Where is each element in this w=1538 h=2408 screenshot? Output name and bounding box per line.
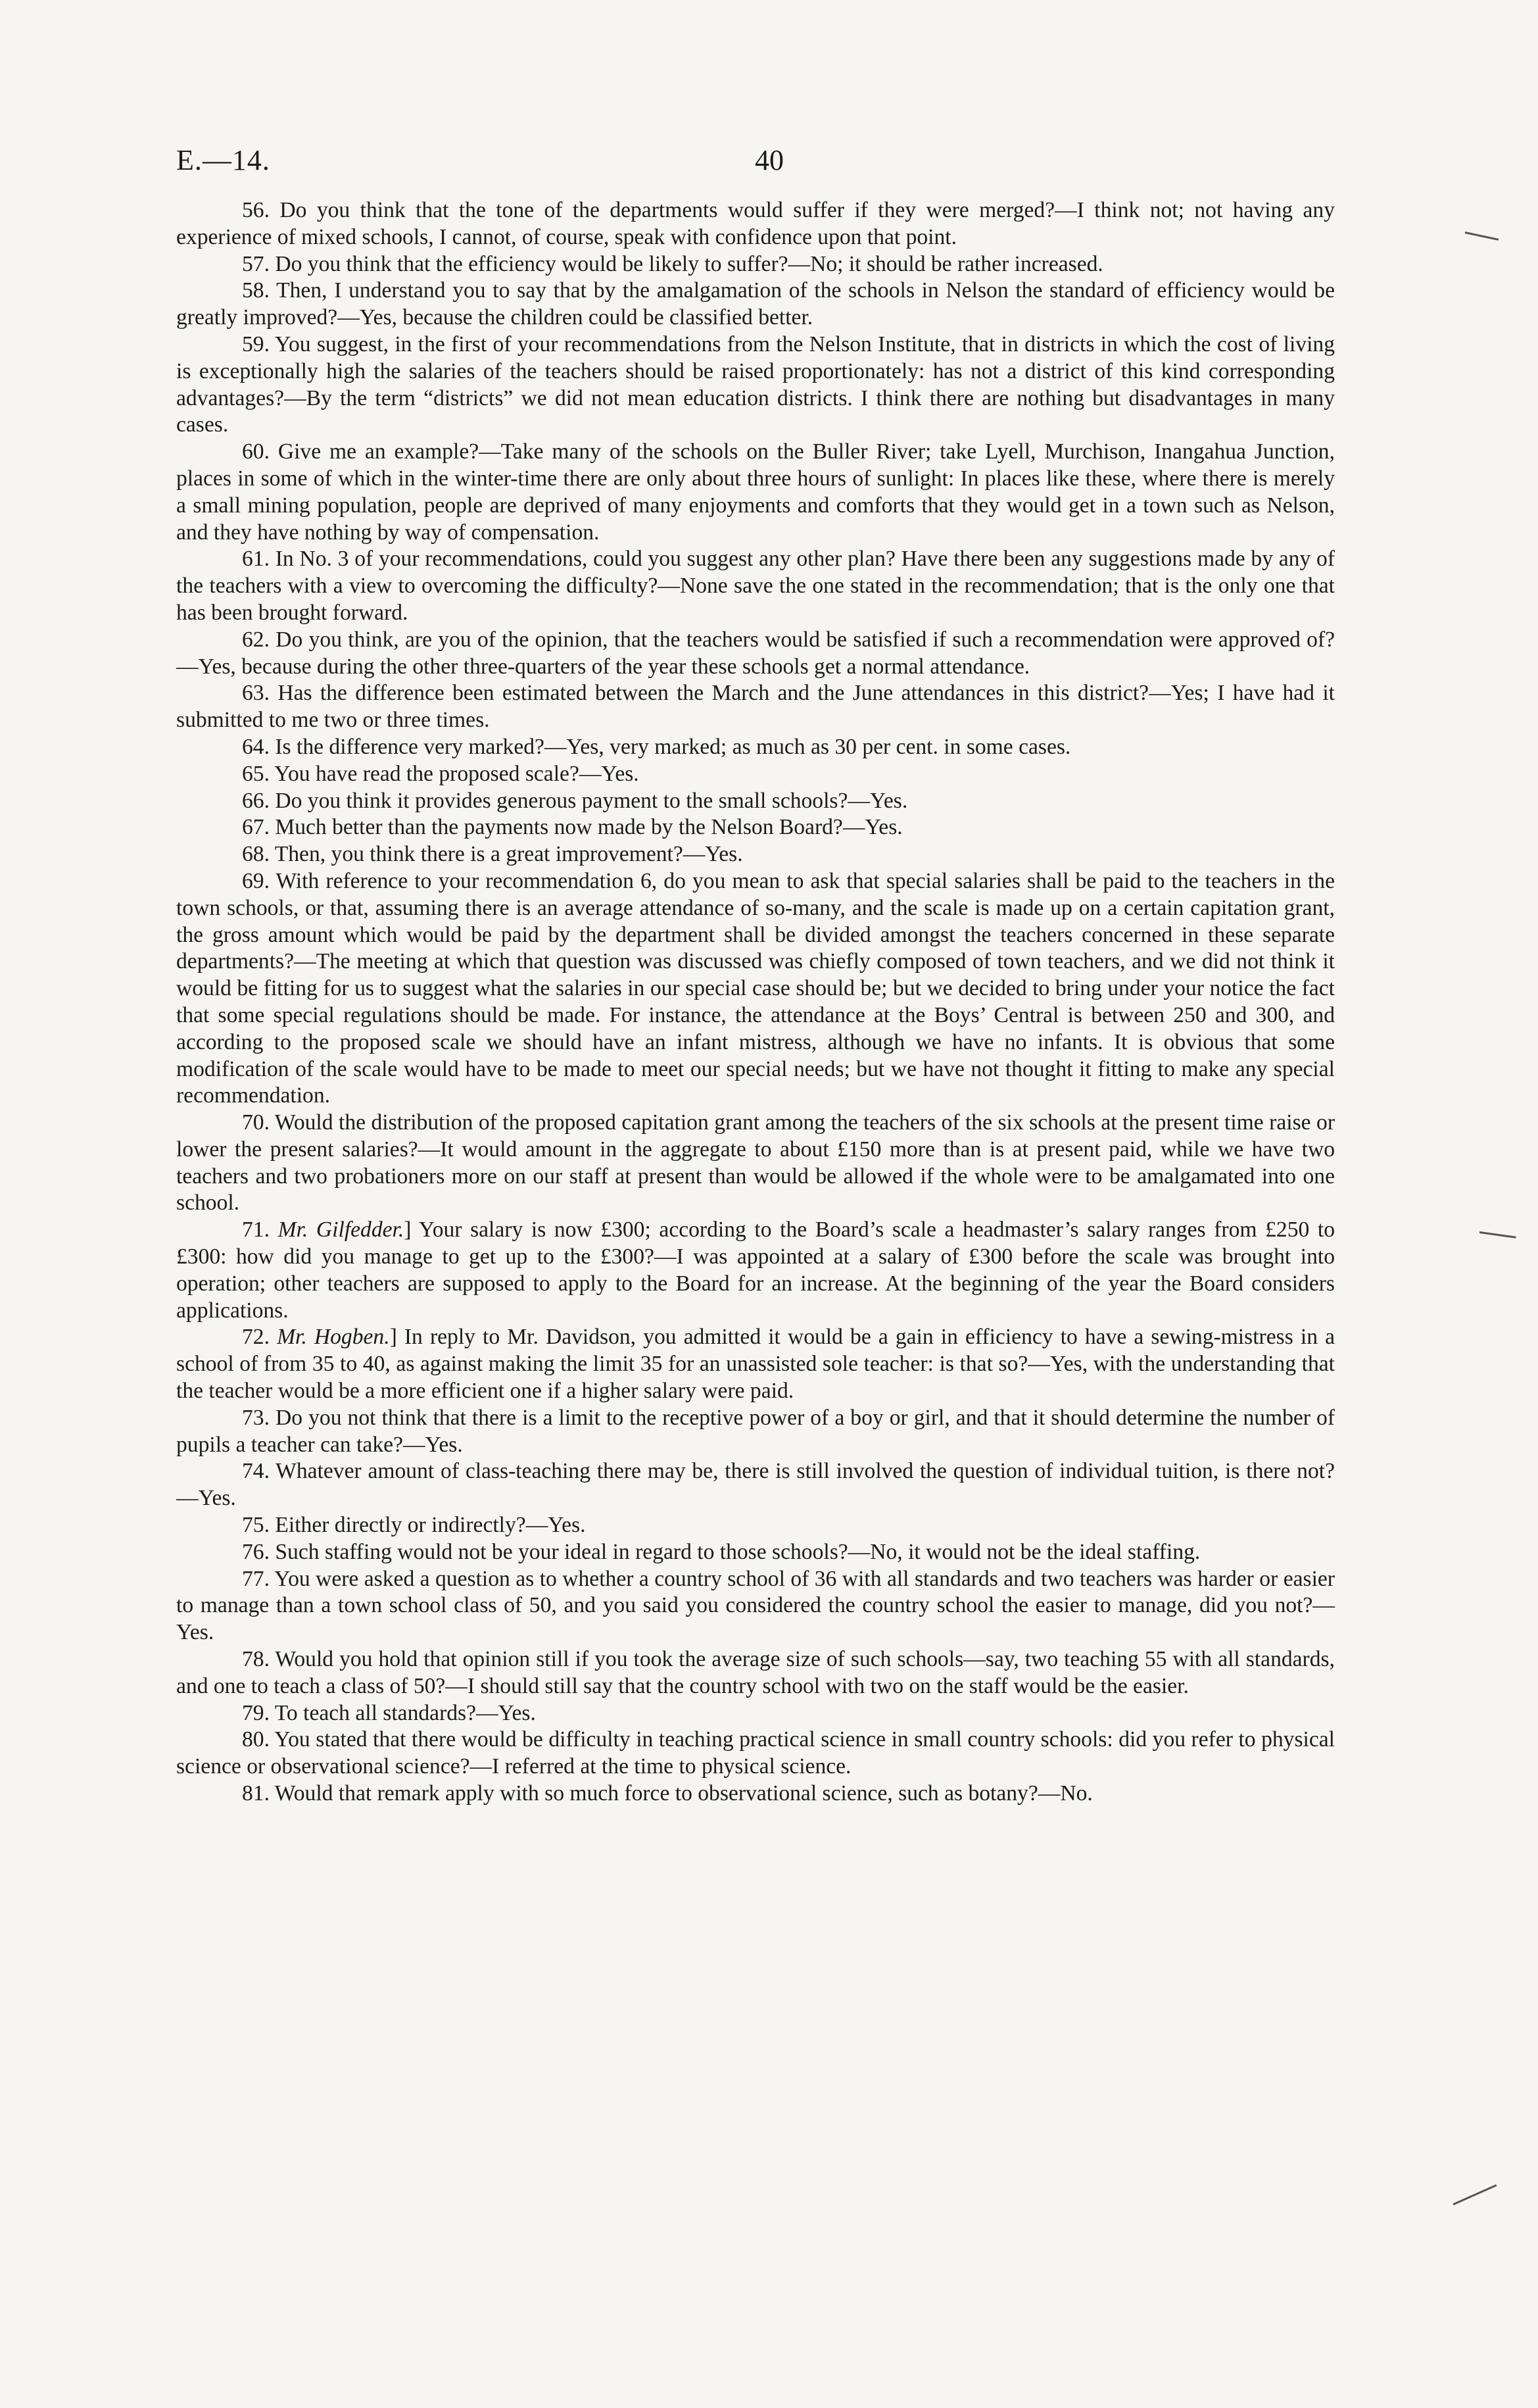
qa-paragraph-76: 76. Such staffing would not be your ideal in regard to those schools?—No, it would not be the ideal staffing. xyxy=(242,1539,1201,1564)
speaker-name: Mr. Hogben. xyxy=(277,1325,390,1350)
qa-paragraph-75: 75. Either directly or indirectly?—Yes. xyxy=(242,1513,586,1538)
qa-paragraph-59: 59. You suggest, in the first of your recommendations from the Nelson Institute, that in districts in which the cost of living is exceptionally high the salaries of the teachers should be raised proportionately: has not a district of this kind corresponding advantages?—By the term “districts” we did not mean education districts. I think there are nothing but disadvantages in many cases. xyxy=(176,332,1335,437)
qa-paragraph-58: 58. Then, I understand you to say that by the amalgamation of the schools in Nelson the standard of efficiency would be greatly improved?—Yes, because the children could be classified better. xyxy=(176,278,1335,330)
qa-paragraph-66: 66. Do you think it provides generous payment to the small schools?—Yes. xyxy=(242,788,908,813)
qa-paragraph-67: 67. Much better than the payments now made by the Nelson Board?—Yes. xyxy=(242,815,903,840)
margin-mark xyxy=(1453,2184,1497,2205)
qa-paragraph-78: 78. Would you hold that opinion still if you took the average size of such schools—say, two teaching 55 with all standards, and one to teach a class of 50?—I should still say that the country school with two on the staff would be the easier. xyxy=(176,1647,1335,1698)
qa-paragraph-71: 71. Mr. Gilfedder.] Your salary is now £300; according to the Board’s scale a headmaster’s salary ranges from £250 to £300: how did you manage to get up to the £300?—I was appointed at a salary of £300 before the scale was brought into operation; other teachers are supposed to apply to the Board for an increase. At the beginning of the year the Board considers applications. xyxy=(176,1217,1335,1323)
speaker-name: Mr. Gilfedder. xyxy=(277,1217,404,1242)
testimony-body xyxy=(176,197,1335,1807)
qa-paragraph-80: 80. You stated that there would be difficulty in teaching practical science in small country schools: did you refer to physical science or observational science?—I referred at the time to physical science. xyxy=(176,1727,1335,1779)
margin-mark xyxy=(1479,1231,1516,1239)
qa-paragraph-56: 56. Do you think that the tone of the departments would suffer if they were merged?—I think not; not having any experience of mixed schools, I cannot, of course, speak with confidence upon that point. xyxy=(176,198,1335,249)
qa-paragraph-79: 79. To teach all standards?—Yes. xyxy=(242,1700,536,1725)
page-header xyxy=(176,143,1334,189)
margin-mark xyxy=(1465,232,1499,241)
qa-paragraph-62: 62. Do you think, are you of the opinion, that the teachers would be satisfied if such a recommendation were approved of?—Yes, because during the other three-quarters of the year these schools get a normal attendance. xyxy=(176,627,1335,679)
qa-paragraph-81: 81. Would that remark apply with so much force to observational science, such as botany?—No. xyxy=(242,1781,1093,1806)
qa-paragraph-63: 63. Has the difference been estimated between the March and the June attendances in this district?—Yes; I have had it submitted to me two or three times. xyxy=(176,681,1335,733)
page-number: 40 xyxy=(755,144,784,176)
qa-paragraph-65: 65. You have read the proposed scale?—Yes. xyxy=(242,761,639,786)
qa-paragraph-64: 64. Is the difference very marked?—Yes, very marked; as much as 30 per cent. in some cases. xyxy=(242,734,1071,759)
qa-paragraph-73: 73. Do you not think that there is a limit to the receptive power of a boy or girl, and that it should determine the number of pupils a teacher can take?—Yes. xyxy=(176,1405,1335,1457)
qa-paragraph-60: 60. Give me an example?—Take many of the schools on the Buller River; take Lyell, Murchison, Inangahua Junction, places in some of which in the winter-time there are only about three hours of sunlight: In places like these, where there is merely a small mining population, people are deprived of many enjoyments and comforts that they would get in a town such as Nelson, and they have nothing by way of compensation. xyxy=(176,439,1335,545)
qa-paragraph-69: 69. With reference to your recommendation 6, do you mean to ask that special salaries shall be paid to the teachers in the town schools, or that, assuming there is an average attendance of so-many, and the scale is made up on a certain capitation grant, the gross amount which would be paid by the department shall be divided amongst the teachers concerned in these separate departments?—The meeting at which that question was discussed was chiefly composed of town teachers, and we did not think it would be fitting for us to suggest what the salaries in our special case should be; but we decided to bring under your notice the fact that some special regulations should be made. For instance, the attendance at the Boys’ Central is between 250 and 300, and according to the proposed scale we should have an infant mistress, although we have no infants. It is obvious that some modification of the scale would have to be made to meet our special needs; but we have not thought it fitting to make any special recommendation. xyxy=(176,868,1335,1108)
qa-paragraph-57: 57. Do you think that the efficiency would be likely to suffer?—No; it should be rather increased. xyxy=(242,251,1103,276)
qa-paragraph-61: 61. In No. 3 of your recommendations, could you suggest any other plan? Have there been any suggestions made by any of the teachers with a view to overcoming the difficulty?—None save the one stated in the recommendation; that is the only one that has been brought forward. xyxy=(176,547,1335,625)
qa-paragraph-72: 72. Mr. Hogben.] In reply to Mr. Davidson, you admitted it would be a gain in efficiency to have a sewing-mistress in a school of from 35 to 40, as against making the limit 35 for an unassisted sole teacher: is that so?—Yes, with the understanding that the teacher would be a more efficient one if a higher salary were paid. xyxy=(176,1325,1335,1404)
qa-paragraph-70: 70. Would the distribution of the proposed capitation grant among the teachers of the six schools at the present time raise or lower the present salaries?—It would amount in the aggregate to about £150 more than is at present paid, while we have two teachers and two probationers more on our staff at present than would be allowed if the whole were to be amalgamated into one school. xyxy=(176,1110,1335,1216)
qa-paragraph-68: 68. Then, you think there is a great improvement?—Yes. xyxy=(242,842,743,867)
qa-paragraph-77: 77. You were asked a question as to whether a country school of 36 with all standards and two teachers was harder or easier to manage than a town school class of 50, and you said you considered the country school the easier to manage, did you not?—Yes. xyxy=(176,1566,1335,1645)
document-code: E.—14. xyxy=(176,144,270,176)
qa-paragraph-74: 74. Whatever amount of class-teaching there may be, there is still involved the question of individual tuition, is there not?—Yes. xyxy=(176,1459,1335,1511)
